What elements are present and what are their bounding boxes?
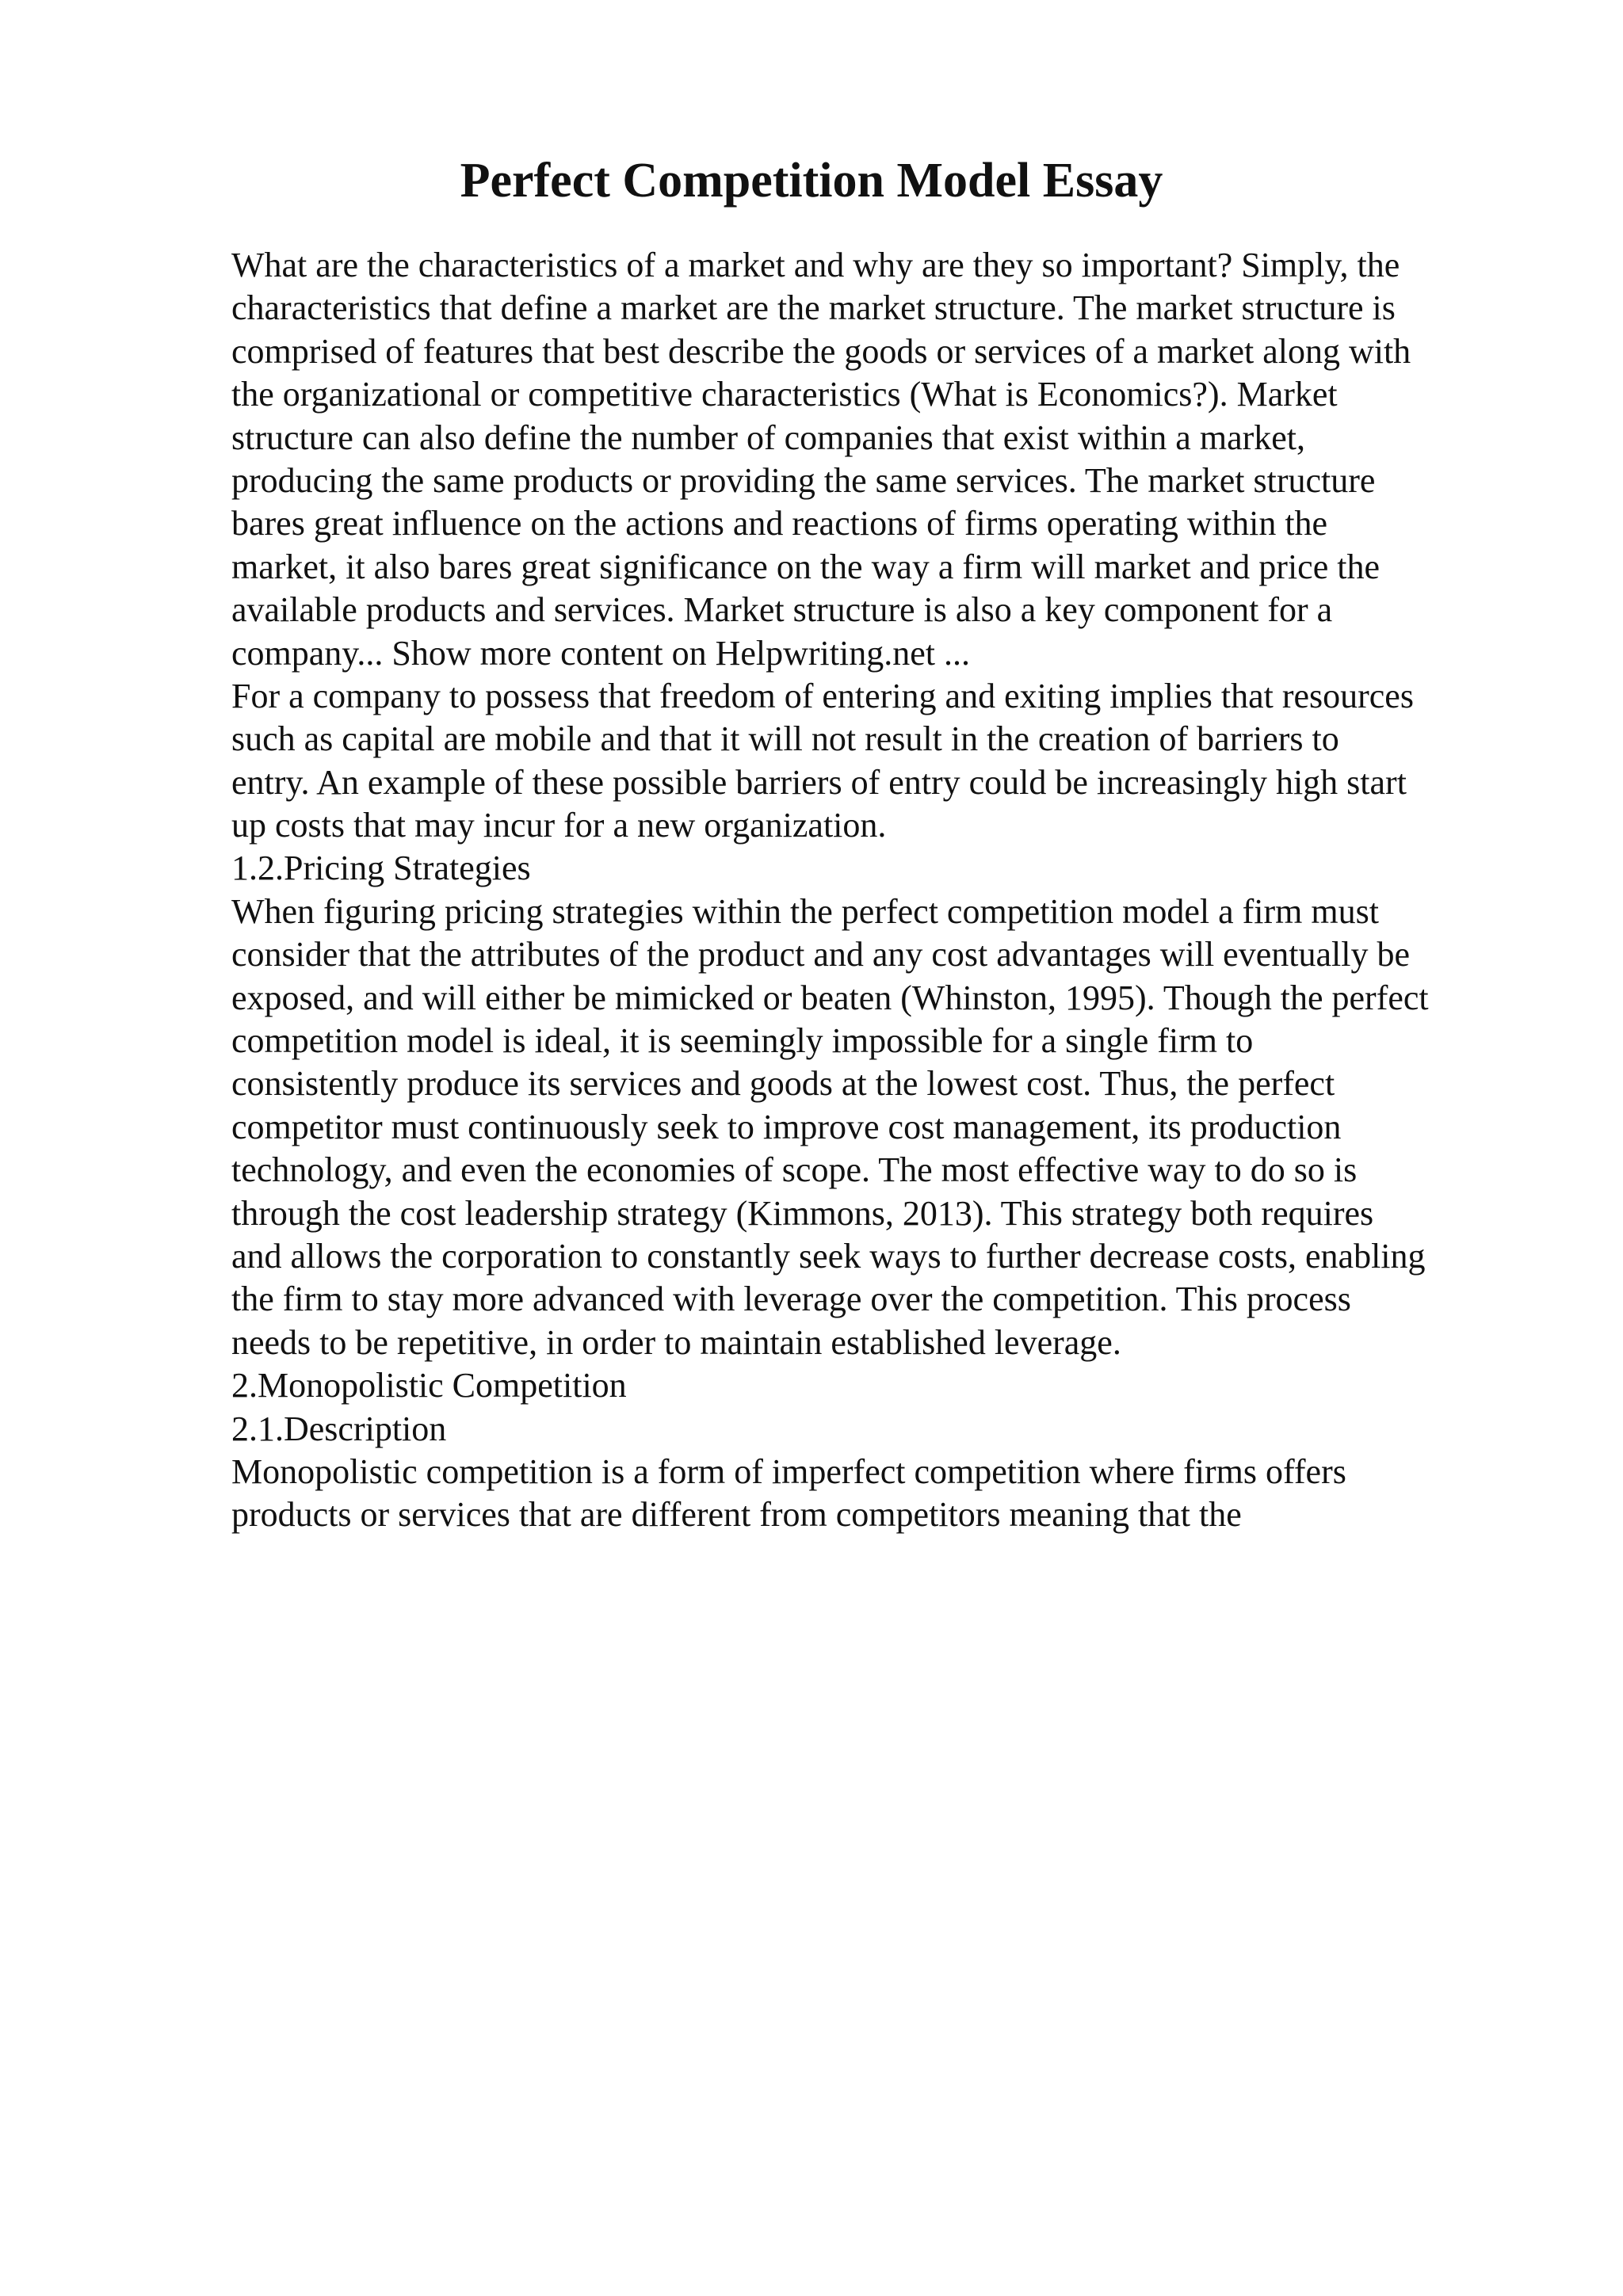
- text-line: up costs that may incur for a new organization.: [231, 806, 887, 845]
- text-line: comprised of features that best describe the goods or services of a market along with: [231, 331, 1411, 371]
- text-line: When figuring pricing strategies within the perfect competition model a firm must: [231, 891, 1379, 931]
- text-line: competition model is ideal, it is seemingly impossible for a single firm to: [231, 1021, 1254, 1061]
- text-line: market, it also bares great significance on the way a firm will market and price the: [231, 547, 1380, 586]
- show-more-line: company... Show more content on Helpwriting.net ...: [231, 633, 970, 673]
- text-line: through the cost leadership strategy (Kimmons, 2013). This strategy both requires: [231, 1193, 1374, 1233]
- text-line: characteristics that define a market are the market structure. The market structure is: [231, 288, 1396, 328]
- text-line: consistently produce its services and goods at the lowest cost. Thus, the perfect: [231, 1064, 1335, 1104]
- text-line: producing the same products or providing the same services. The market structure: [231, 460, 1376, 500]
- document-body: [231, 244, 1515, 1537]
- text-line: competitor must continuously seek to improve cost management, its production: [231, 1107, 1342, 1146]
- text-line: For a company to possess that freedom of entering and exiting implies that resources: [231, 676, 1414, 715]
- text-line: structure can also define the number of companies that exist within a market,: [231, 418, 1305, 457]
- text-line: products or services that are different from competitors meaning that the: [231, 1495, 1242, 1535]
- text-line: Monopolistic competition is a form of imperfect competition where firms offers: [231, 1451, 1346, 1491]
- section-heading: 2.Monopolistic Competition: [231, 1366, 627, 1405]
- text-line: needs to be repetitive, in order to maintain established leverage.: [231, 1322, 1121, 1362]
- text-line: the firm to stay more advanced with leverage over the competition. This process: [231, 1280, 1351, 1319]
- text-line: What are the characteristics of a market and why are they so important? Simply, the: [231, 246, 1400, 284]
- text-line: entry. An example of these possible barriers of entry could be increasingly high start: [231, 762, 1407, 802]
- text-line: such as capital are mobile and that it will not result in the creation of barriers to: [231, 719, 1339, 759]
- section-heading: 1.2.Pricing Strategies: [231, 849, 531, 888]
- section-heading: 2.1.Description: [231, 1409, 447, 1448]
- text-line: consider that the attributes of the product and any cost advantages will eventually be: [231, 935, 1410, 974]
- text-line: the organizational or competitive characteristics (What is Economics?). Market: [231, 375, 1338, 414]
- text-line: exposed, and will either be mimicked or beaten (Whinston, 1995). Though the perfect: [231, 978, 1429, 1017]
- document-title: Perfect Competition Model Essay: [460, 154, 1163, 208]
- text-line: technology, and even the economies of scope. The most effective way to do so is: [231, 1150, 1358, 1190]
- text-line: available products and services. Market structure is also a key component for a: [231, 590, 1333, 630]
- text-line: and allows the corporation to constantly seek ways to further decrease costs, enabling: [231, 1236, 1426, 1276]
- text-line: bares great influence on the actions and reactions of firms operating within the: [231, 504, 1328, 543]
